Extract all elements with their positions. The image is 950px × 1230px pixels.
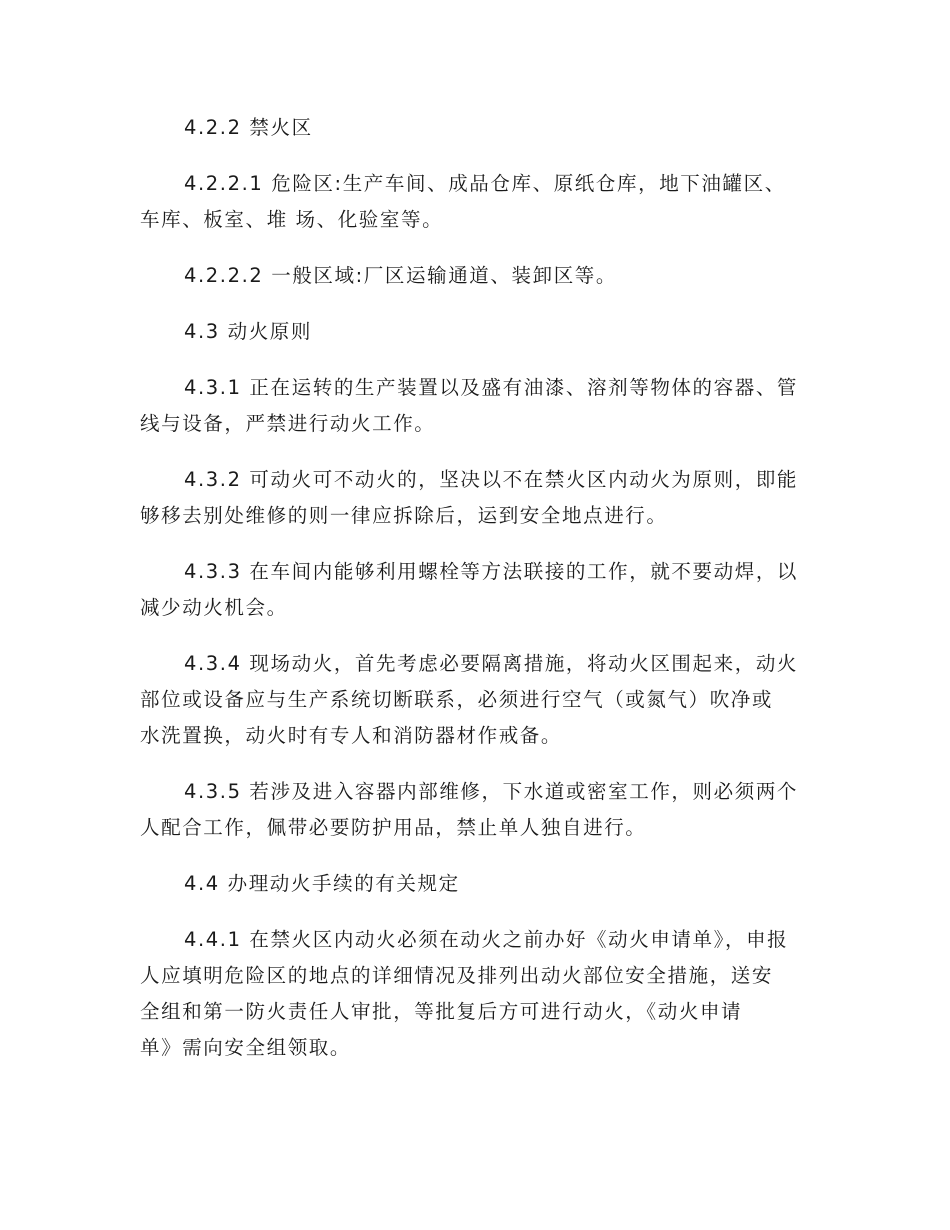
paragraph-4-3-2 <box>140 462 812 534</box>
text-line: 4.3.4 现场动火，首先考虑必要隔离措施，将动火区围起来，动火 <box>184 652 799 675</box>
paragraph-4-2-2-2 <box>140 258 812 294</box>
paragraph-4-3-4 <box>140 646 812 754</box>
text-line: 够移去别处维修的则一律应拆除后，运到安全地点进行。 <box>140 504 668 527</box>
text-line: 单》需向安全组领取。 <box>140 1036 352 1059</box>
section-heading-4-2-2 <box>140 110 812 146</box>
text-line: 4.3.5 若涉及进入容器内部维修，下水道或密室工作，则必须两个 <box>184 780 799 803</box>
text-line: 4.3.3 在车间内能够利用螺栓等方法联接的工作，就不要动焊，以 <box>184 560 799 583</box>
text-line: 4.3 动火原则 <box>184 320 313 343</box>
text-line: 部位或设备应与生产系统切断联系，必须进行空气（或氮气）吹净或 <box>140 688 774 711</box>
text-line: 4.3.1 正在运转的生产装置以及盛有油漆、溶剂等物体的容器、管 <box>184 376 799 399</box>
text-line: 水洗置换，动火时有专人和消防器材作戒备。 <box>140 724 563 747</box>
text-line: 人应填明危险区的地点的详细情况及排列出动火部位安全措施，送安 <box>140 964 774 987</box>
text-line: 全组和第一防火责任人审批，等批复后方可进行动火，《动火申请 <box>140 1000 743 1023</box>
text-line: 4.2.2 禁火区 <box>184 116 313 139</box>
paragraph-4-4-1 <box>140 922 812 1066</box>
text-line: 4.3.2 可动火可不动火的，坚决以不在禁火区内动火为原则，即能 <box>184 468 799 491</box>
paragraph-4-3-3 <box>140 554 812 626</box>
section-heading-4-4 <box>140 866 812 902</box>
text-line: 4.2.2.2 一般区域:厂区运输通道、装卸区等。 <box>184 264 617 287</box>
document-body <box>140 110 812 1086</box>
text-line: 4.4.1 在禁火区内动火必须在动火之前办好《动火申请单》，申报 <box>184 928 789 951</box>
paragraph-4-3-5 <box>140 774 812 846</box>
paragraph-4-2-2-1 <box>140 166 812 238</box>
section-heading-4-3 <box>140 314 812 350</box>
text-line: 车库、板室、堆 场、化验室等。 <box>140 208 444 231</box>
text-line: 线与设备，严禁进行动火工作。 <box>140 412 436 435</box>
text-line: 人配合工作，佩带必要防护用品，禁止单人独自进行。 <box>140 816 647 839</box>
text-line: 4.2.2.1 危险区:生产车间、成品仓库、原纸仓库，地下油罐区、 <box>184 172 786 195</box>
text-line: 减少动火机会。 <box>140 596 288 619</box>
paragraph-4-3-1 <box>140 370 812 442</box>
text-line: 4.4 办理动火手续的有关规定 <box>184 872 460 895</box>
